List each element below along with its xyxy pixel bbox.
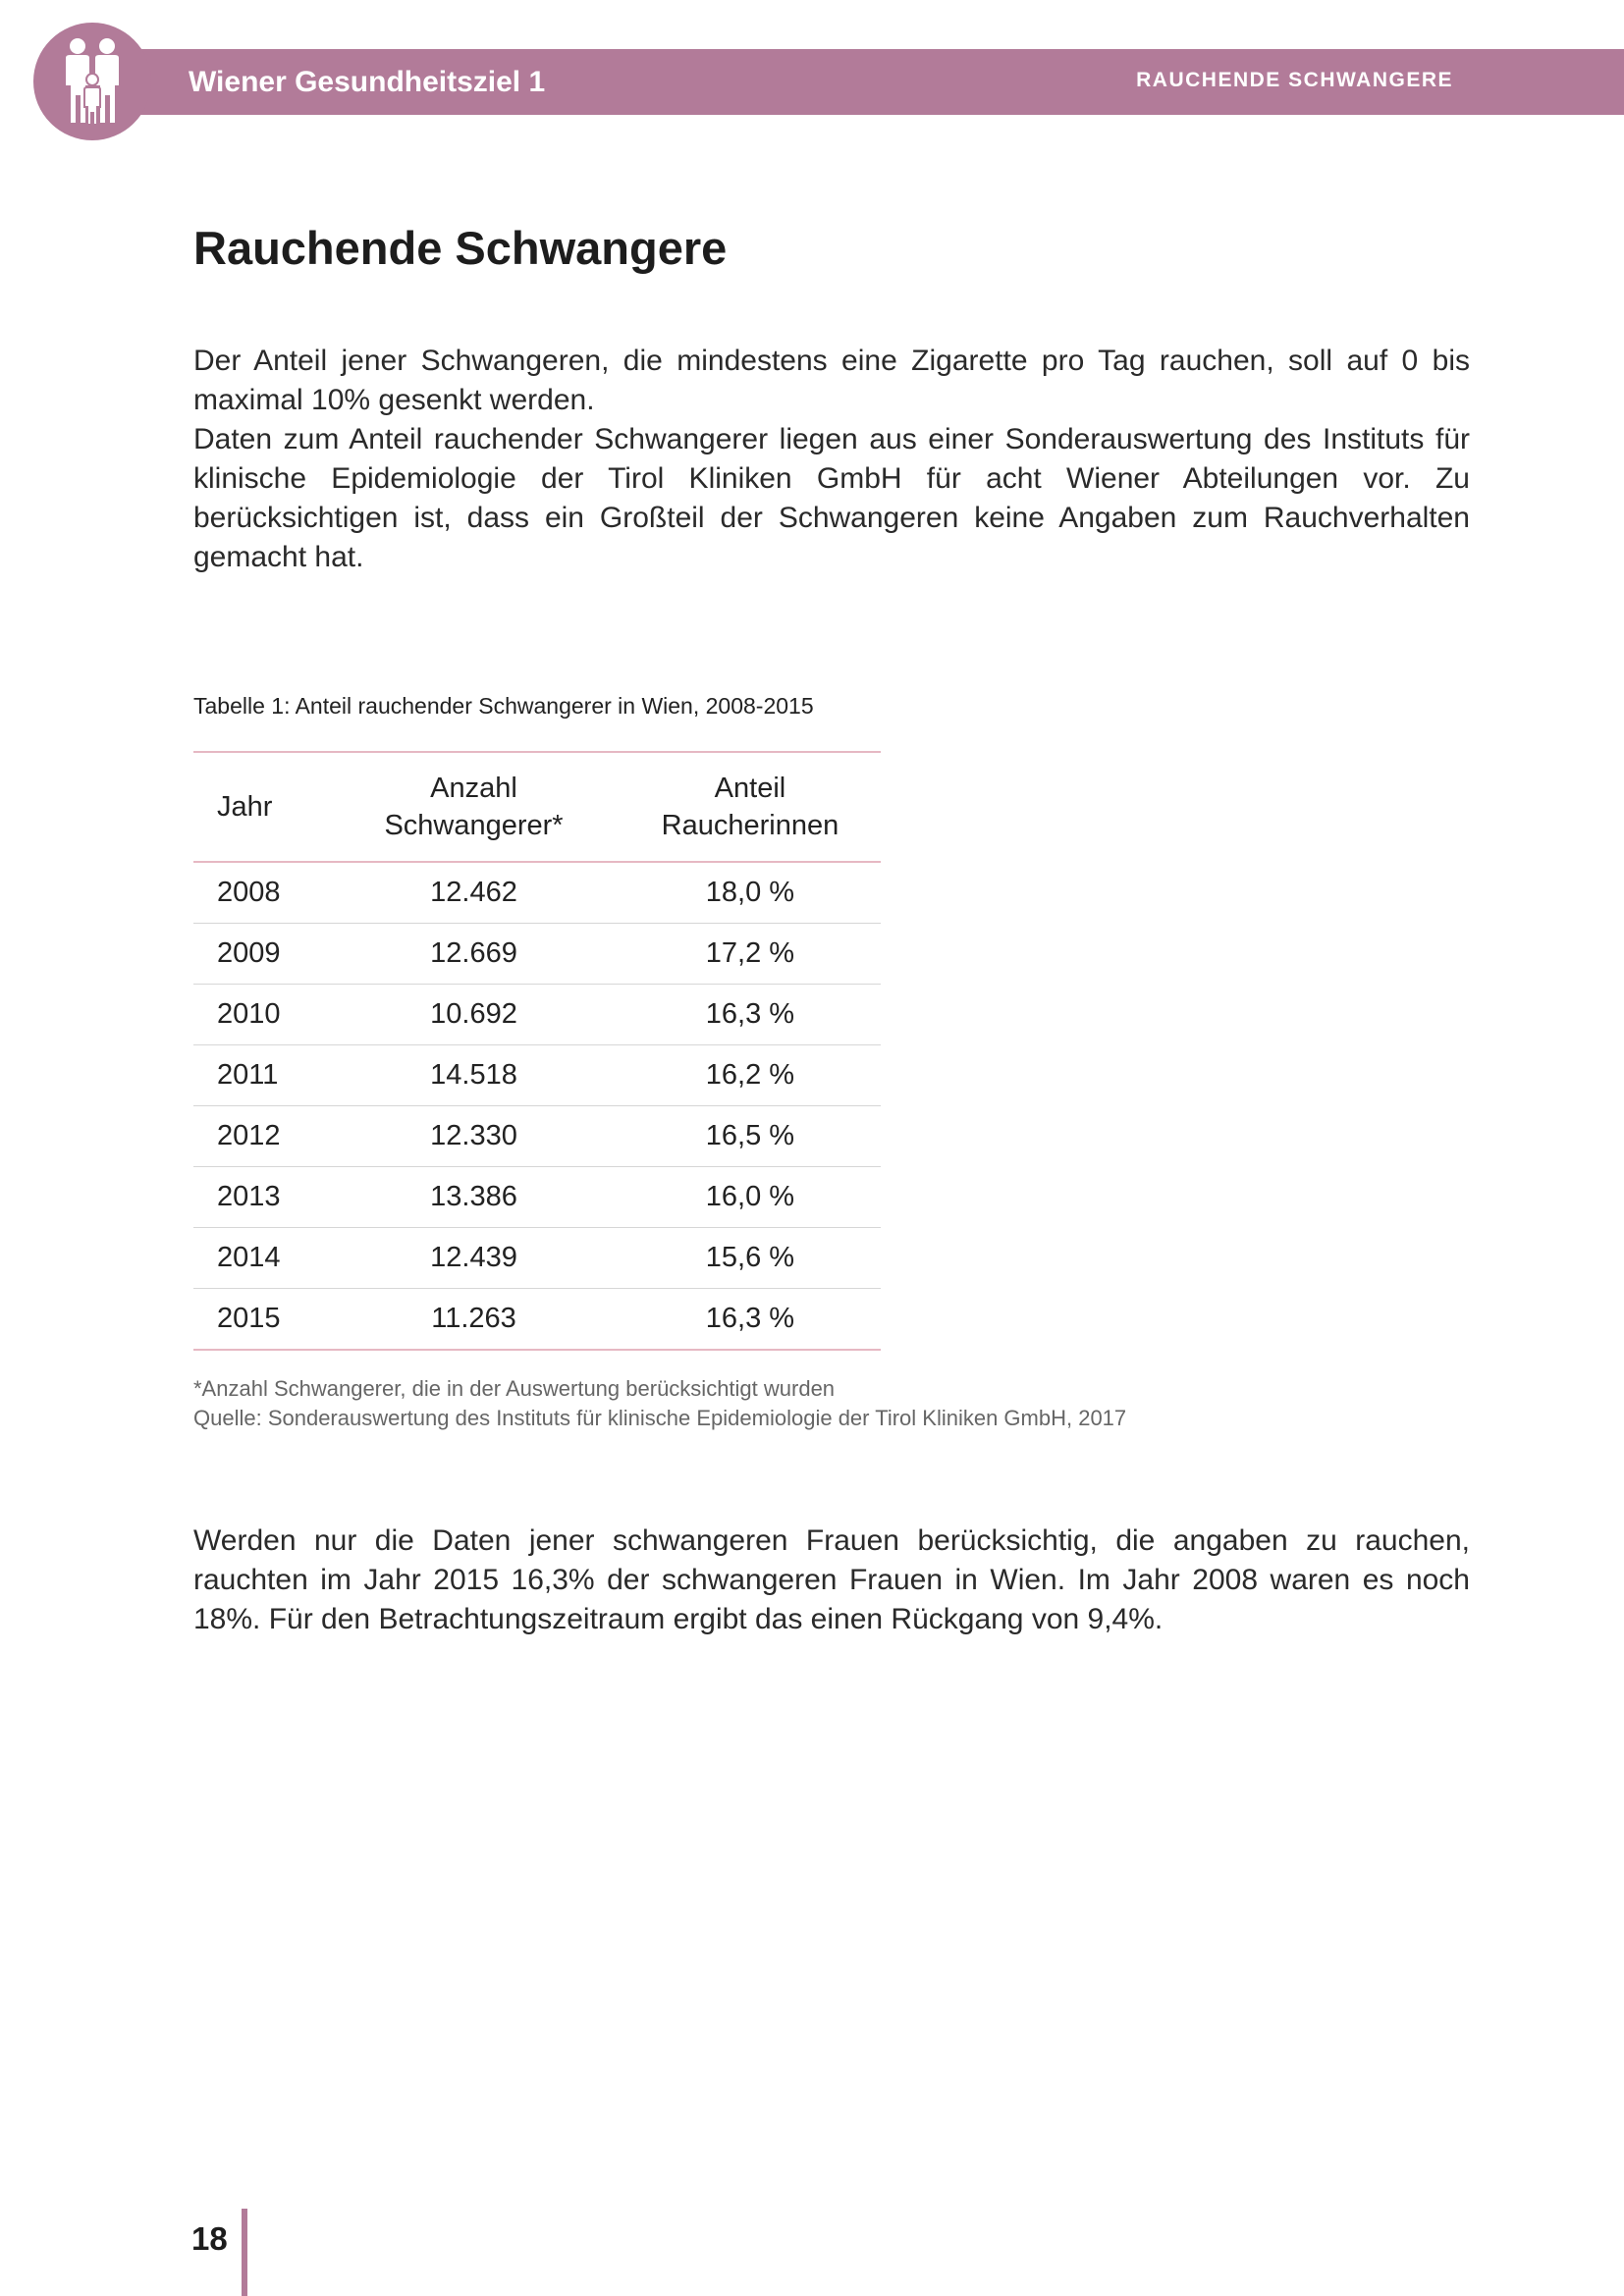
cell-year: 2009 bbox=[193, 924, 328, 985]
table-row bbox=[193, 862, 881, 924]
header-share-line1: Anteil bbox=[714, 773, 786, 804]
cell-year: 2014 bbox=[193, 1228, 328, 1289]
cell-share: 16,3 % bbox=[705, 1303, 795, 1334]
cell-year: 2015 bbox=[217, 1303, 281, 1334]
cell-year: 2012 bbox=[193, 1106, 328, 1167]
table-footnotes bbox=[193, 1374, 1126, 1433]
cell-share: 17,2 % bbox=[620, 924, 881, 985]
header-band bbox=[88, 49, 1624, 115]
table-row bbox=[193, 924, 881, 985]
cell-count: 11.263 bbox=[431, 1303, 516, 1334]
header-share bbox=[620, 752, 881, 862]
cell-share: 16,2 % bbox=[620, 1045, 881, 1106]
table-row bbox=[193, 1106, 881, 1167]
intro-paragraph bbox=[193, 342, 1470, 577]
source-text: Quelle: Sonderauswertung des Instituts für klinische Epidemiologie der Tirol Kliniken GmbH, 2017 bbox=[193, 1406, 1127, 1430]
cell-count: 12.439 bbox=[328, 1228, 620, 1289]
cell-share: 15,6 % bbox=[620, 1228, 881, 1289]
cell-share: 16,5 % bbox=[620, 1106, 881, 1167]
closing-paragraph bbox=[193, 1522, 1470, 1639]
header-year: Jahr bbox=[193, 752, 328, 862]
page-number: 18 bbox=[191, 2220, 228, 2257]
header-count-line1: Anzahl bbox=[430, 773, 517, 804]
header-count-line2: Schwangerer* bbox=[384, 810, 564, 841]
footnote-text: *Anzahl Schwangerer, die in der Auswertung berücksichtigt wurden bbox=[193, 1376, 836, 1401]
table-row bbox=[193, 1228, 881, 1289]
cell-year: 2010 bbox=[193, 985, 328, 1045]
smoking-data-table bbox=[193, 751, 881, 1351]
closing-text: Werden nur die Daten jener schwangeren Frauen berücksichtig, die angaben zu rauchen, rauchten im Jahr 2015 16,3% der schwangeren Frauen in Wien. Im Jahr 2008 waren es noch 18%. Für den Betrachtungszeitraum ergibt das einen Rückgang von 9,4%. bbox=[193, 1524, 1470, 1635]
header-title: Wiener Gesundheitsziel 1 bbox=[189, 66, 546, 98]
intro-line: Der Anteil jener Schwangeren, die mindestens eine Zigarette pro Tag rauchen, soll auf 0 bis maximal 10% gesenkt werden. bbox=[193, 345, 1470, 416]
table-row bbox=[193, 1167, 881, 1228]
cell-count: 14.518 bbox=[328, 1045, 620, 1106]
cell-share: 16,0 % bbox=[620, 1167, 881, 1228]
header-count bbox=[328, 752, 620, 862]
footer-accent-bar bbox=[242, 2209, 247, 2296]
cell-count: 13.386 bbox=[328, 1167, 620, 1228]
header-section-label: RAUCHENDE SCHWANGERE bbox=[1136, 69, 1453, 91]
table-row bbox=[193, 1289, 881, 1351]
header-share-line2: Raucherinnen bbox=[661, 810, 839, 841]
intro-line: Daten zum Anteil rauchender Schwangerer liegen aus einer Sonderauswertung des Instituts für klinische Epidemiologie der Tirol Kliniken GmbH für acht Wiener Abteilungen vor. Zu berücksichtigen ist, dass ein Großteil der Schwangeren keine Angaben zum Rauchverhalten gemacht hat. bbox=[193, 423, 1470, 573]
header-badge bbox=[33, 23, 151, 140]
cell-share: 18,0 % bbox=[620, 862, 881, 924]
cell-count: 12.330 bbox=[328, 1106, 620, 1167]
cell-year: 2008 bbox=[193, 862, 328, 924]
table-header-row bbox=[193, 752, 881, 862]
cell-count: 12.462 bbox=[328, 862, 620, 924]
table-row bbox=[193, 1045, 881, 1106]
family-icon bbox=[63, 36, 122, 127]
cell-count: 12.669 bbox=[328, 924, 620, 985]
cell-year: 2011 bbox=[193, 1045, 328, 1106]
page-title: Rauchende Schwangere bbox=[193, 222, 728, 274]
cell-share: 16,3 % bbox=[620, 985, 881, 1045]
cell-count: 10.692 bbox=[328, 985, 620, 1045]
table-caption: Tabelle 1: Anteil rauchender Schwangerer in Wien, 2008-2015 bbox=[193, 693, 814, 719]
cell-year: 2013 bbox=[193, 1167, 328, 1228]
table-row bbox=[193, 985, 881, 1045]
